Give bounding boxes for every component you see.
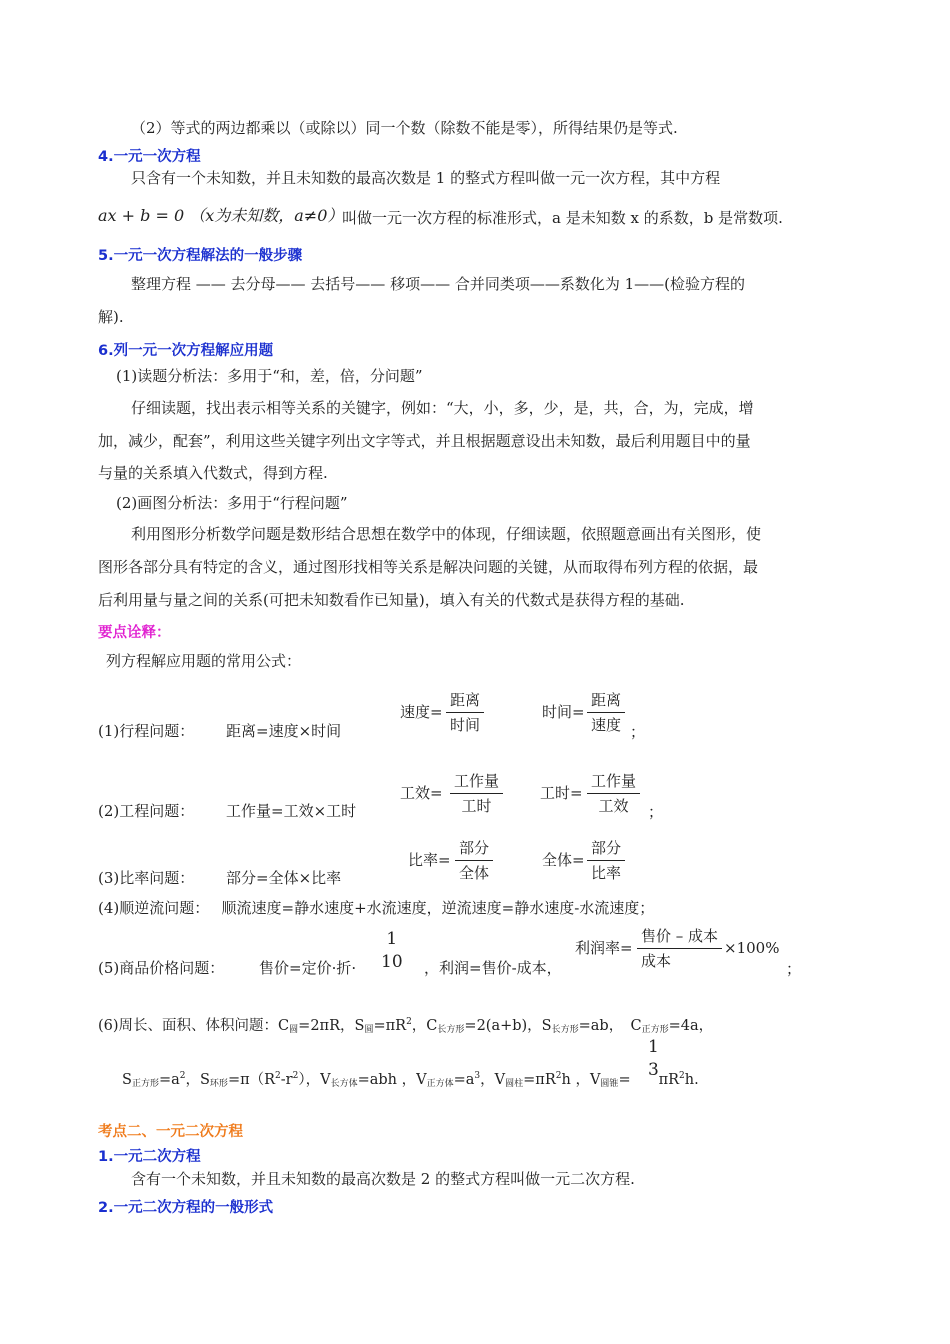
formula-part: =4a， [668, 1018, 714, 1034]
formula: 距离=速度×时间 [226, 722, 342, 740]
fraction-denominator: 工时 [461, 797, 492, 815]
formula-part: =a [453, 1072, 475, 1088]
topic-heading: 考点二、一元二次方程 [98, 1124, 243, 1140]
subscript: 正方形 [131, 1079, 159, 1089]
formula-part: =ab， C [578, 1018, 642, 1034]
paragraph-line: 与量的关系填入代数式，得到方程. [98, 464, 328, 482]
problem-label: (5)商品价格问题： [98, 959, 225, 977]
formula-part: h ，V [561, 1072, 601, 1088]
subscript: 环形 [209, 1079, 228, 1089]
paragraph-line: 利用图形分析数学问题是数形结合思想在数学中的体现，仔细读题，依照题意画出有关图形，使 [131, 525, 762, 543]
subscript: 长方形 [437, 1025, 465, 1035]
problem-line [122, 1066, 699, 1094]
fraction-bar [450, 793, 503, 794]
fraction-numerator: 1 [386, 929, 398, 949]
fraction [446, 690, 484, 735]
formula-part: ，V [480, 1072, 506, 1088]
fraction-denominator: 速度 [591, 716, 622, 734]
fraction-denominator: 成本 [641, 952, 672, 970]
formula: 部分=全体×比率 [226, 869, 342, 887]
subscript: 正方形 [641, 1025, 669, 1035]
superscript: 2 [292, 1071, 299, 1081]
formula-part: =2πR，S [298, 1018, 365, 1034]
fraction-numerator: 距离 [450, 691, 481, 709]
fraction-denominator: 比率 [591, 864, 622, 882]
fraction-denominator: 10 [381, 952, 403, 972]
fraction-lhs: 工时= [540, 784, 583, 802]
problem-label: (6)周长、面积、体积问题： [98, 1018, 279, 1034]
method-title: (2)画图分析法：多用于“行程问题” [116, 494, 348, 512]
fraction-numerator: 部分 [459, 839, 490, 857]
subscript: 圆 [289, 1025, 299, 1035]
paragraph-line: 加，减少，配套”，利用这些关键字列出文字等式，并且根据题意设出未知数，最后利用题目中的量 [98, 432, 751, 450]
formula-part: C [278, 1018, 290, 1034]
subscript: 长方形 [551, 1025, 579, 1035]
fraction [455, 838, 493, 883]
formula: 售价=定价·折· [259, 959, 357, 977]
section-heading: 4.一元一次方程 [98, 149, 201, 165]
fraction [587, 690, 625, 735]
formula: 工作量=工效×工时 [226, 802, 357, 820]
fraction [637, 926, 722, 971]
fraction-numerator: 售价 – 成本 [641, 927, 719, 945]
punctuation: ； [630, 723, 646, 741]
fraction-bar [587, 712, 625, 713]
punctuation: ； [648, 803, 664, 821]
subscript: 正方体 [426, 1079, 454, 1089]
fraction-bar [455, 860, 493, 861]
fraction-numerator: 部分 [591, 839, 622, 857]
problem-label: (3)比率问题： [98, 869, 195, 887]
formula-part: -r [280, 1072, 293, 1088]
paragraph-line: 叫做一元一次方程的标准形式，a 是未知数 x 的系数，b 是常数项. [342, 209, 783, 227]
formula-part: =abh ，V [357, 1072, 427, 1088]
notes-heading: 要点诠释： [98, 625, 171, 641]
formula-part: =πR [373, 1018, 407, 1034]
formula: ax + b = 0 （x为未知数，a≠0） [98, 206, 344, 225]
fraction-bar [587, 860, 625, 861]
problem-line: (4)顺逆流问题： 顺流速度=静水速度+水流速度，逆流速度=静水速度-水流速度； [98, 899, 655, 917]
fraction-lhs: 比率= [408, 851, 451, 869]
formula-part: =π（R [227, 1072, 276, 1088]
problem-line [98, 1012, 713, 1040]
fraction-lhs: 速度= [400, 703, 443, 721]
formula-part: =πR [523, 1072, 556, 1088]
fraction-denominator: 工效 [598, 797, 629, 815]
fraction-lhs: 全体= [542, 851, 585, 869]
superscript: 2 [406, 1017, 412, 1027]
fraction-numerator: 工作量 [454, 772, 500, 790]
punctuation: ； [786, 960, 802, 978]
fraction [377, 928, 407, 973]
section-heading: 2.一元二次方程的一般形式 [98, 1200, 274, 1216]
superscript: 2 [555, 1071, 562, 1081]
fraction-numerator: 距离 [591, 691, 622, 709]
formula-part: =2(a+b)，S [464, 1018, 552, 1034]
fraction-numerator: 1 [648, 1037, 659, 1057]
formula: ，利润=售价-成本， [424, 959, 562, 977]
formula-part: πR [658, 1072, 680, 1088]
superscript: 2 [679, 1071, 685, 1081]
paragraph-line: 只含有一个未知数，并且未知数的最高次数是 1 的整式方程叫做一元一次方程，其中方程 [131, 169, 721, 187]
formula-part: ，C [411, 1018, 438, 1034]
section-heading: 6.列一元一次方程解应用题 [98, 343, 274, 359]
paragraph-line: 仔细读题，找出表示相等关系的关键字，例如：“大，小，多，少，是，共，合，为，完成，增 [131, 399, 754, 417]
problem-label: (1)行程问题： [98, 722, 195, 740]
method-title: (1)读题分析法：多用于“和，差，倍，分问题” [116, 367, 423, 385]
fraction-numerator: 工作量 [591, 772, 637, 790]
fraction-bar [587, 793, 640, 794]
formula-part: =a [158, 1072, 180, 1088]
subscript: 圆柱 [505, 1079, 524, 1089]
fraction-denominator: 3 [648, 1060, 659, 1080]
fraction-denominator: 时间 [450, 716, 481, 734]
superscript: 3 [474, 1071, 481, 1081]
formula-part: S [122, 1072, 132, 1088]
formula-part: ，S [185, 1072, 210, 1088]
paragraph-line: 解). [98, 308, 124, 326]
section-heading: 1.一元二次方程 [98, 1149, 201, 1165]
fraction-denominator: 全体 [459, 864, 490, 882]
paragraph-line: 后利用量与量之间的关系(可把未知数看作已知量)，填入有关的代数式是获得方程的基础. [98, 591, 685, 609]
paragraph-line: 含有一个未知数，并且未知数的最高次数是 2 的整式方程叫做一元二次方程. [131, 1170, 635, 1188]
fraction-bar [637, 948, 722, 949]
superscript: 2 [179, 1071, 186, 1081]
fraction-lhs: 利润率= [575, 939, 633, 957]
subscript: 圆锥 [600, 1079, 619, 1089]
subscript: 圆 [364, 1025, 374, 1035]
paragraph-line: （2）等式的两边都乘以（或除以）同一个数（除数不能是零），所得结果仍是等式. [131, 119, 678, 137]
superscript: 2 [275, 1071, 281, 1081]
subscript: 长方体 [330, 1079, 358, 1089]
paragraph-line: 整理方程 —— 去分母—— 去括号—— 移项—— 合并同类项——系数化为 1——(检验方程的 [131, 275, 746, 293]
formula: ×100% [724, 939, 780, 957]
formula-part: h. [684, 1072, 699, 1088]
fraction-lhs: 时间= [542, 703, 585, 721]
fraction [450, 771, 503, 816]
problem-label: (2)工程问题： [98, 802, 195, 820]
fraction [644, 1036, 663, 1081]
paragraph-line: 图形各部分具有特定的含义，通过图形找相等关系是解决问题的关键，从而取得布列方程的依据，最 [98, 558, 759, 576]
section-heading: 5.一元一次方程解法的一般步骤 [98, 248, 303, 264]
notes-intro: 列方程解应用题的常用公式： [106, 652, 302, 670]
fraction-lhs: 工效= [400, 784, 443, 802]
fraction [587, 771, 640, 816]
fraction [587, 838, 625, 883]
formula-part: ），V [298, 1072, 331, 1088]
formula-part: = [618, 1072, 631, 1088]
fraction-bar [446, 712, 484, 713]
